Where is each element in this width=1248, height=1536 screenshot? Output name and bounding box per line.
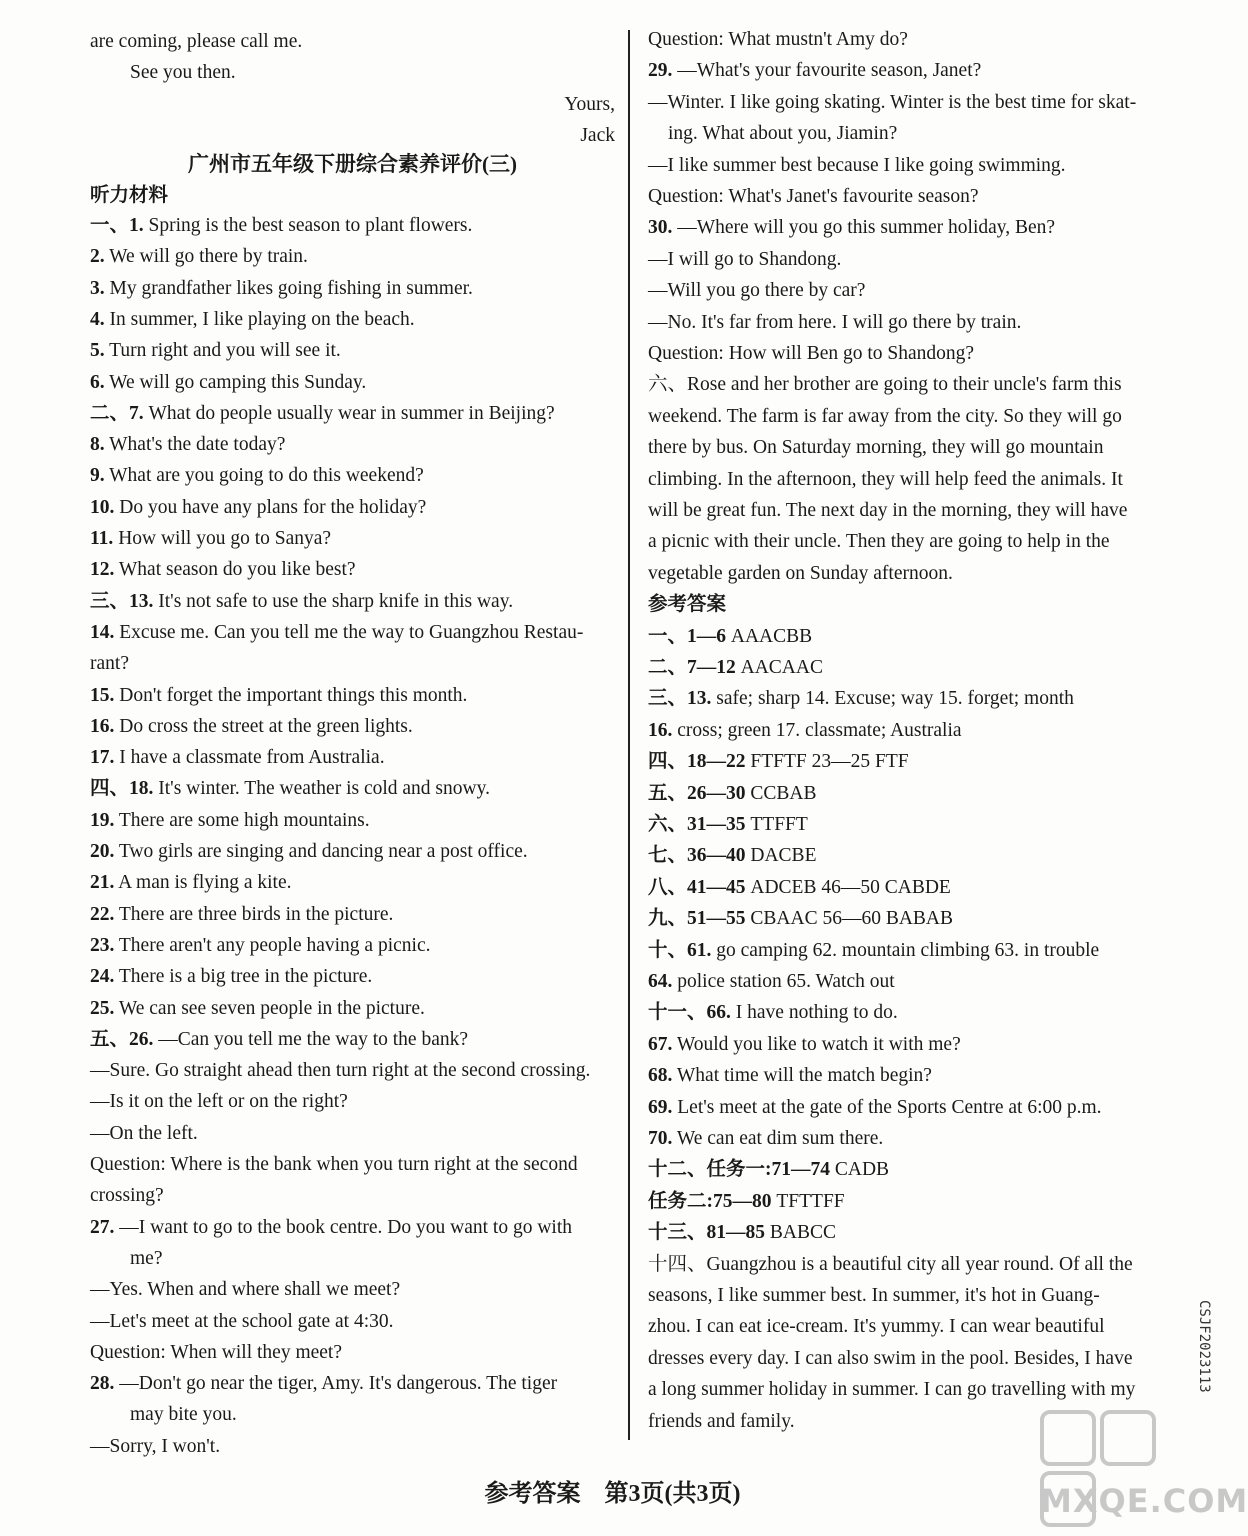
letter-signature bbox=[90, 122, 615, 150]
text-line bbox=[648, 1313, 1168, 1341]
text-line bbox=[648, 183, 1168, 211]
item-text: There aren't any people having a picnic. bbox=[114, 934, 431, 956]
item-number: 16. bbox=[90, 715, 115, 737]
item-text: —Will you go there by car? bbox=[648, 280, 866, 302]
item-text: A man is flying a kite. bbox=[114, 872, 292, 894]
item-text: cross; green 17. classmate; Australia bbox=[672, 719, 962, 741]
item-text: —Where will you go this summer holiday, Ben? bbox=[672, 217, 1056, 239]
text-line bbox=[90, 1401, 615, 1429]
item-text: climbing. In the afternoon, they will help feed the animals. It bbox=[648, 468, 1123, 490]
text-line bbox=[648, 403, 1168, 431]
item-text: me? bbox=[130, 1247, 163, 1269]
item-text: My grandfather likes going fishing in summer. bbox=[104, 277, 473, 299]
text-line bbox=[648, 591, 1168, 619]
item-number: 九、51—55 bbox=[648, 908, 746, 930]
item-text: —I like summer best because I like going swimming. bbox=[648, 154, 1066, 176]
text-line bbox=[648, 1282, 1168, 1310]
text-line bbox=[648, 371, 1168, 399]
item-text: seasons, I like summer best. In summer, it's hot in Guang- bbox=[648, 1285, 1100, 1306]
item-text: —Can you tell me the way to the bank? bbox=[153, 1028, 469, 1050]
item-number: 67. bbox=[648, 1033, 673, 1055]
text-line bbox=[648, 89, 1168, 117]
item-number: 参考答案 bbox=[648, 594, 727, 616]
item-text: will be great fun. The next day in the morning, they will have bbox=[648, 500, 1128, 521]
item-text: —Sorry, I won't. bbox=[90, 1435, 221, 1457]
item-text: —What's your favourite season, Janet? bbox=[672, 60, 982, 82]
item-text: weekend. The farm is far away from the city. So they will go bbox=[648, 405, 1122, 427]
text-line bbox=[648, 560, 1168, 588]
text-line bbox=[648, 1188, 1168, 1216]
text-line bbox=[648, 1125, 1168, 1153]
item-text: —No. It's far from here. I will go there by train. bbox=[648, 311, 1022, 333]
item-text: I have nothing to do. bbox=[730, 1002, 898, 1024]
text-line bbox=[648, 811, 1168, 839]
text-line bbox=[90, 1057, 615, 1085]
item-text: safe; sharp 14. Excuse; way 15. forget; month bbox=[711, 688, 1074, 710]
item-text: —Don't go near the tiger, Amy. It's dangerous. The tiger bbox=[114, 1373, 558, 1395]
item-number: 68. bbox=[648, 1065, 673, 1087]
item-number: 11. bbox=[90, 528, 114, 549]
item-text: Question: What's Janet's favourite season? bbox=[648, 186, 979, 207]
text-line bbox=[648, 1156, 1168, 1184]
text-line bbox=[90, 713, 615, 741]
text-line bbox=[90, 556, 615, 584]
text-line bbox=[648, 309, 1168, 337]
text-line bbox=[90, 1433, 615, 1461]
item-text: I have a classmate from Australia. bbox=[114, 747, 385, 769]
text-line bbox=[90, 1151, 615, 1179]
text-line bbox=[648, 434, 1168, 462]
item-text: rant? bbox=[90, 653, 129, 675]
item-text: What are you going to do this weekend? bbox=[104, 465, 424, 487]
item-text: We will go camping this Sunday. bbox=[104, 371, 367, 393]
item-text: 广州市五年级下册综合素养评价(三) bbox=[188, 152, 517, 176]
item-number: 任务二:75—80 bbox=[648, 1190, 772, 1212]
item-number: 三、13. bbox=[648, 688, 712, 710]
text-line bbox=[648, 528, 1168, 556]
text-line bbox=[648, 120, 1168, 148]
item-text: a picnic with their uncle. Then they are going to help in the bbox=[648, 531, 1110, 553]
item-number: 22. bbox=[90, 903, 115, 925]
text-line bbox=[648, 340, 1168, 368]
item-number: 25. bbox=[90, 997, 115, 1019]
item-text: there by bus. On Saturday morning, they will go mountain bbox=[648, 437, 1104, 459]
item-text: It's not safe to use the sharp knife in this way. bbox=[153, 590, 514, 612]
text-line bbox=[90, 1182, 615, 1210]
item-text: —I want to go to the book centre. Do you want to go with bbox=[114, 1216, 573, 1238]
item-text: FTFTF 23—25 FTF bbox=[745, 751, 909, 773]
item-number: 10. bbox=[90, 496, 115, 518]
item-number: 七、36—40 bbox=[648, 845, 746, 867]
text-line bbox=[648, 26, 1168, 54]
item-text: —Is it on the left or on the right? bbox=[90, 1091, 348, 1113]
item-number: 2. bbox=[90, 246, 105, 268]
item-number: 四、18. bbox=[90, 778, 154, 800]
item-number: 27. bbox=[90, 1216, 115, 1238]
text-line bbox=[648, 842, 1168, 870]
item-text: Don't forget the important things this month. bbox=[114, 684, 468, 706]
text-line bbox=[90, 369, 615, 397]
text-line bbox=[90, 963, 615, 991]
item-number: 6. bbox=[90, 371, 105, 393]
text-line bbox=[648, 780, 1168, 808]
text-line bbox=[648, 246, 1168, 274]
text-line bbox=[90, 1088, 615, 1116]
text-line bbox=[90, 1026, 615, 1054]
item-number: 一、1—6 bbox=[648, 625, 727, 647]
item-text: —Yes. When and where shall we meet? bbox=[90, 1279, 401, 1301]
item-text: go camping 62. mountain climbing 63. in trouble bbox=[711, 939, 1100, 961]
item-text: Spring is the best season to plant flowers. bbox=[143, 215, 473, 236]
letter-line bbox=[90, 28, 615, 56]
item-text: friends and family. bbox=[648, 1410, 795, 1432]
item-text: Yours, bbox=[564, 93, 615, 115]
item-text: police station 65. Watch out bbox=[672, 971, 895, 992]
item-text: What season do you like best? bbox=[114, 559, 356, 581]
item-text: Do cross the street at the green lights. bbox=[114, 715, 413, 737]
section-title bbox=[90, 150, 615, 178]
watermark-icon bbox=[1040, 1410, 1096, 1466]
item-text: What time will the match begin? bbox=[672, 1065, 932, 1087]
text-line bbox=[90, 337, 615, 365]
text-line bbox=[90, 1120, 615, 1148]
text-line bbox=[648, 1094, 1168, 1122]
item-text: There are some high mountains. bbox=[114, 809, 370, 831]
item-text: What's the date today? bbox=[104, 434, 286, 456]
item-text: How will you go to Sanya? bbox=[113, 528, 332, 549]
item-text: a long summer holiday in summer. I can go travelling with my bbox=[648, 1379, 1136, 1401]
item-number: 17. bbox=[90, 747, 115, 769]
item-number: 二、7—12 bbox=[648, 657, 736, 678]
text-line bbox=[90, 1370, 615, 1398]
item-text: AACAAC bbox=[735, 657, 823, 678]
item-text: —Winter. I like going skating. Winter is the best time for skat- bbox=[648, 91, 1137, 113]
item-number: 五、26. bbox=[90, 1028, 154, 1050]
text-line bbox=[648, 1345, 1168, 1373]
item-number: 8. bbox=[90, 434, 105, 456]
item-text: See you then. bbox=[130, 62, 236, 84]
text-line bbox=[90, 1308, 615, 1336]
text-line bbox=[90, 588, 615, 616]
item-text: ing. What about you, Jiamin? bbox=[668, 123, 898, 145]
text-line bbox=[648, 937, 1168, 965]
item-number: 29. bbox=[648, 60, 673, 82]
item-text: BABCC bbox=[765, 1222, 836, 1244]
text-line bbox=[90, 650, 615, 678]
item-number: 15. bbox=[90, 684, 115, 706]
watermark-icon bbox=[1100, 1410, 1156, 1466]
text-line bbox=[648, 685, 1168, 713]
text-line bbox=[90, 525, 615, 553]
watermark-logo bbox=[1040, 1410, 1248, 1530]
item-text: There is a big tree in the picture. bbox=[114, 966, 373, 988]
text-line bbox=[648, 1031, 1168, 1059]
item-text: Would you like to watch it with me? bbox=[672, 1033, 961, 1055]
text-line bbox=[90, 995, 615, 1023]
text-line bbox=[648, 623, 1168, 651]
item-text: DACBE bbox=[745, 845, 817, 867]
item-text: 十四、Guangzhou is a beautiful city all year round. Of all the bbox=[648, 1253, 1133, 1275]
text-line bbox=[90, 431, 615, 459]
item-text: In summer, I like playing on the beach. bbox=[104, 308, 415, 330]
item-number: 一、1. bbox=[90, 215, 144, 236]
item-text: Jack bbox=[580, 124, 615, 146]
item-number: 70. bbox=[648, 1128, 673, 1149]
item-text: CADB bbox=[830, 1159, 890, 1181]
text-line bbox=[90, 744, 615, 772]
text-line bbox=[90, 619, 615, 647]
text-line bbox=[90, 1339, 615, 1367]
item-number: 23. bbox=[90, 934, 115, 956]
item-text: —I will go to Shandong. bbox=[648, 248, 842, 270]
item-number: 12. bbox=[90, 559, 115, 581]
text-line bbox=[648, 1251, 1168, 1279]
item-number: 19. bbox=[90, 809, 115, 831]
item-text: zhou. I can eat ice-cream. It's yummy. I can wear beautiful bbox=[648, 1316, 1105, 1338]
text-line bbox=[90, 1276, 615, 1304]
item-number: 5. bbox=[90, 340, 105, 362]
item-text: TTFFT bbox=[745, 814, 808, 835]
text-line bbox=[648, 1219, 1168, 1247]
text-line bbox=[648, 968, 1168, 996]
item-text: We can see seven people in the picture. bbox=[114, 997, 425, 1019]
item-text: TFTTFF bbox=[771, 1190, 845, 1212]
letter-signoff bbox=[90, 91, 615, 119]
item-number: 二、7. bbox=[90, 402, 144, 424]
item-number: 3. bbox=[90, 277, 105, 299]
item-text: —On the left. bbox=[90, 1122, 198, 1144]
item-number: 69. bbox=[648, 1096, 673, 1118]
item-text: Question: Where is the bank when you turn right at the second bbox=[90, 1154, 578, 1175]
item-text: It's winter. The weather is cold and snowy. bbox=[153, 778, 490, 800]
item-number: 十三、81—85 bbox=[648, 1222, 766, 1244]
text-line bbox=[648, 654, 1168, 682]
item-number: 16. bbox=[648, 719, 673, 741]
column-divider bbox=[628, 30, 630, 1440]
text-line bbox=[90, 838, 615, 866]
item-text: AAACBB bbox=[726, 625, 813, 647]
text-line bbox=[648, 57, 1168, 85]
item-text: Question: When will they meet? bbox=[90, 1341, 342, 1363]
item-text: What do people usually wear in summer in Beijing? bbox=[143, 402, 555, 424]
text-line bbox=[90, 494, 615, 522]
item-number: 四、18—22 bbox=[648, 751, 746, 773]
item-text: —Sure. Go straight ahead then turn right at the second crossing. bbox=[90, 1060, 591, 1082]
text-line bbox=[90, 462, 615, 490]
item-text: CBAAC 56—60 BABAB bbox=[745, 908, 954, 930]
item-number: 24. bbox=[90, 966, 115, 988]
item-text: dresses every day. I can also swim in the pool. Besides, I have bbox=[648, 1347, 1133, 1369]
text-line bbox=[90, 932, 615, 960]
item-text: —Let's meet at the school gate at 4:30. bbox=[90, 1310, 394, 1332]
text-line bbox=[90, 400, 615, 428]
text-line bbox=[90, 275, 615, 303]
letter-line bbox=[90, 59, 615, 87]
item-text: There are three birds in the picture. bbox=[114, 903, 394, 925]
text-line bbox=[648, 905, 1168, 933]
text-line bbox=[90, 901, 615, 929]
item-text: are coming, please call me. bbox=[90, 31, 303, 52]
text-line bbox=[648, 214, 1168, 242]
text-line bbox=[90, 682, 615, 710]
item-number: 28. bbox=[90, 1373, 115, 1395]
text-line bbox=[648, 497, 1168, 525]
section-heading bbox=[90, 182, 615, 210]
item-text: Two girls are singing and dancing near a post office. bbox=[114, 841, 528, 862]
item-number: 三、13. bbox=[90, 590, 154, 612]
text-line bbox=[90, 306, 615, 334]
item-text: may bite you. bbox=[130, 1404, 237, 1426]
text-line bbox=[648, 277, 1168, 305]
text-line bbox=[648, 874, 1168, 902]
text-line bbox=[648, 717, 1168, 745]
item-text: Turn right and you will see it. bbox=[104, 340, 341, 362]
item-number: 30. bbox=[648, 217, 673, 239]
text-line bbox=[648, 1376, 1168, 1404]
text-line bbox=[648, 748, 1168, 776]
item-number: 14. bbox=[90, 621, 115, 643]
item-text: Question: How will Ben go to Shandong? bbox=[648, 343, 975, 364]
text-line bbox=[90, 1214, 615, 1242]
page-footer: 参考答案 第3页(共3页) bbox=[484, 1481, 741, 1507]
item-text: We can eat dim sum there. bbox=[672, 1128, 884, 1149]
text-line bbox=[648, 999, 1168, 1027]
text-line bbox=[648, 152, 1168, 180]
item-number: 八、41—45 bbox=[648, 876, 746, 898]
item-number: 20. bbox=[90, 841, 115, 862]
item-number: 十一、66. bbox=[648, 1002, 731, 1024]
item-text: We will go there by train. bbox=[104, 246, 308, 268]
item-number: 21. bbox=[90, 872, 115, 894]
text-line bbox=[648, 1062, 1168, 1090]
text-line bbox=[90, 869, 615, 897]
text-line bbox=[90, 775, 615, 803]
text-line bbox=[90, 212, 615, 240]
side-code: CSJF2023113 bbox=[1196, 1300, 1212, 1393]
text-line bbox=[90, 243, 615, 271]
item-text: Question: What mustn't Amy do? bbox=[648, 29, 908, 50]
text-line bbox=[648, 466, 1168, 494]
item-number: 64. bbox=[648, 971, 673, 992]
item-number: 六、31—35 bbox=[648, 814, 746, 835]
item-number: 五、26—30 bbox=[648, 782, 746, 804]
watermark-text: MXQE.COM bbox=[1040, 1482, 1248, 1520]
item-text: Let's meet at the gate of the Sports Centre at 6:00 p.m. bbox=[672, 1096, 1102, 1118]
text-line bbox=[90, 807, 615, 835]
item-text: 六、Rose and her brother are going to their uncle's farm this bbox=[648, 374, 1122, 396]
item-text: vegetable garden on Sunday afternoon. bbox=[648, 562, 953, 584]
item-text: 听力材料 bbox=[90, 185, 169, 206]
item-text: Excuse me. Can you tell me the way to Guangzhou Restau- bbox=[114, 621, 584, 643]
item-text: ADCEB 46—50 CABDE bbox=[745, 876, 951, 898]
item-number: 十二、任务一:71—74 bbox=[648, 1159, 830, 1181]
item-text: crossing? bbox=[90, 1185, 164, 1207]
item-text: Do you have any plans for the holiday? bbox=[114, 496, 427, 518]
item-number: 4. bbox=[90, 308, 105, 330]
item-text: CCBAB bbox=[745, 782, 817, 804]
item-number: 9. bbox=[90, 465, 105, 487]
item-number: 十、61. bbox=[648, 939, 712, 961]
text-line bbox=[90, 1245, 615, 1273]
